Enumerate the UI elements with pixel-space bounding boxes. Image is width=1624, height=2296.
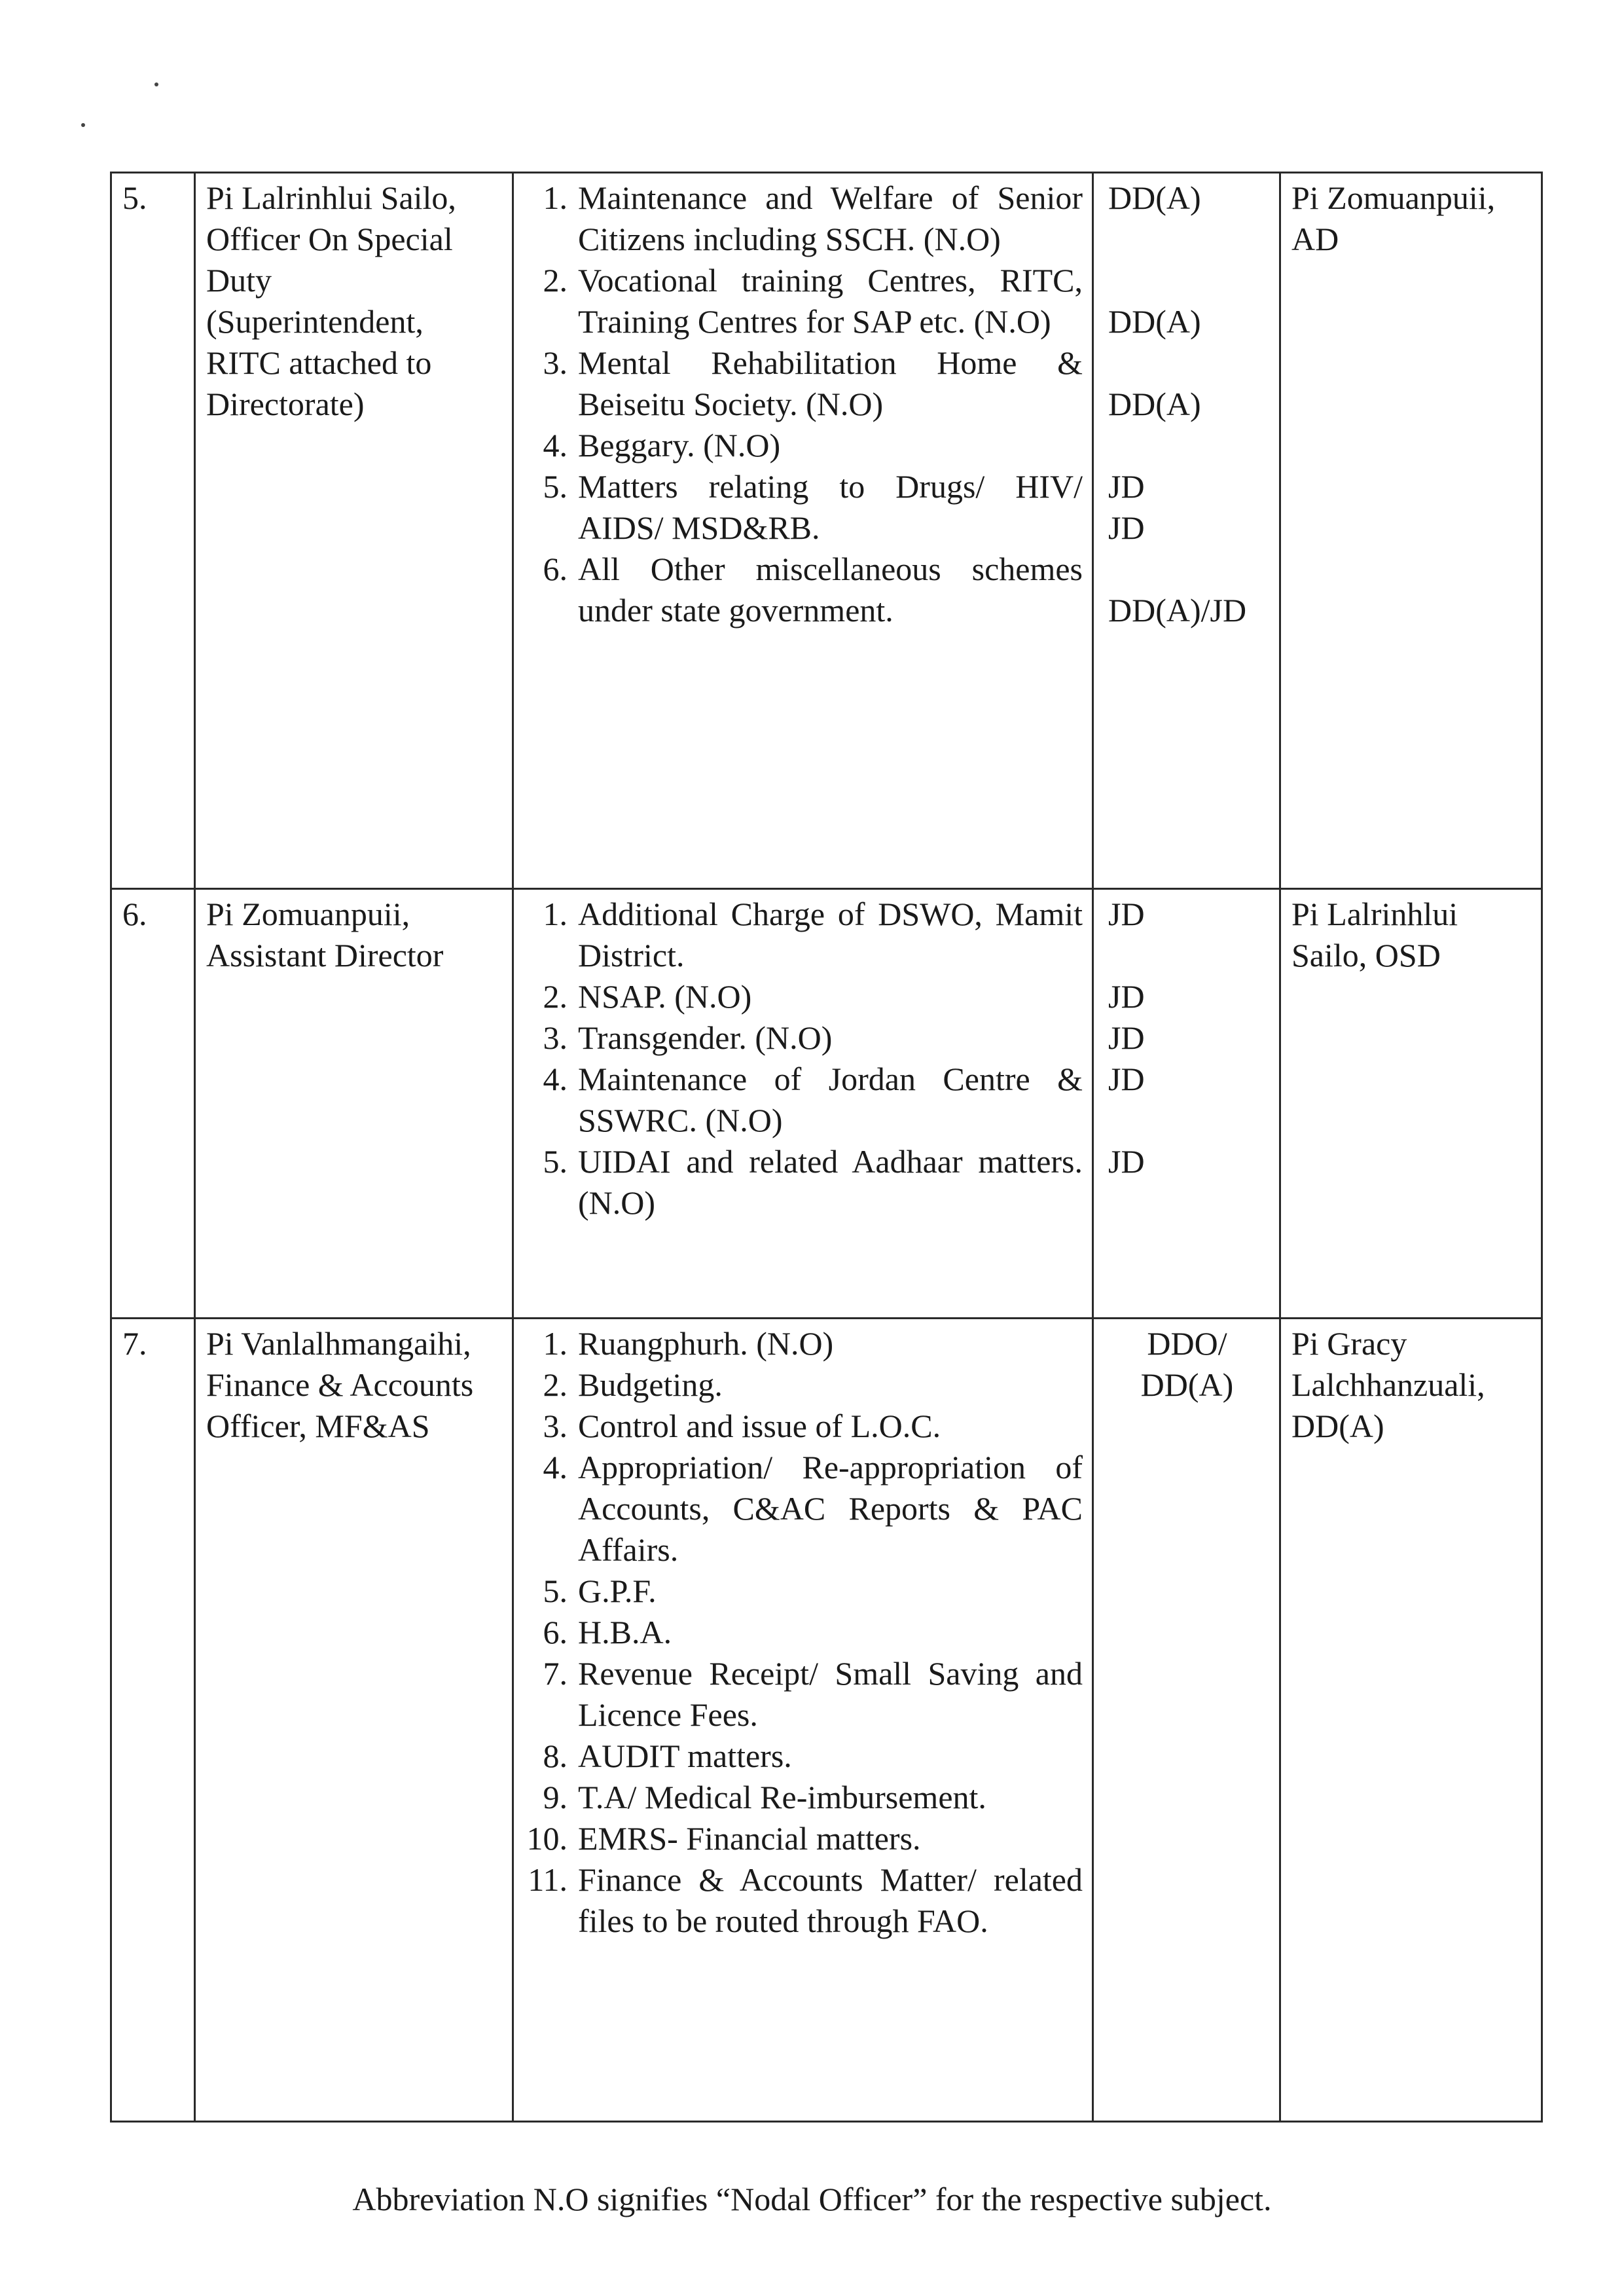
item-number: 6. (543, 551, 568, 587)
item-number: 6. (543, 1614, 568, 1650)
authority-value: JD (1108, 896, 1145, 932)
scan-speck (81, 123, 85, 127)
list-item (524, 1017, 1083, 1059)
officer-line: Pi Vanlalhmangaihi, (206, 1325, 471, 1362)
authority-cell (1093, 1319, 1280, 2122)
work-allocation-table (110, 172, 1543, 2123)
authority-line: DDO/ (1147, 1325, 1227, 1362)
list-item (524, 1447, 1083, 1571)
item-text: T.A/ Medical Re-imbursement. (578, 1779, 986, 1815)
item-number: 2. (543, 262, 568, 299)
list-item (524, 1736, 1083, 1777)
item-number: 4. (543, 1061, 568, 1097)
item-text: AUDIT matters. (578, 1738, 792, 1774)
item-text: EMRS- Financial matters. (578, 1820, 921, 1857)
item-text: Mental Rehabilitation Home & Beiseitu Society. (N.O) (578, 344, 1083, 422)
item-number: 8. (543, 1738, 568, 1774)
scan-speck (154, 82, 158, 86)
authority-cell (1093, 889, 1280, 1319)
list-item (524, 976, 1083, 1017)
authority-cell (1093, 173, 1280, 889)
item-number: 3. (543, 1408, 568, 1444)
item-number: 3. (543, 1019, 568, 1056)
list-item (524, 177, 1083, 260)
item-text: Matters relating to Drugs/ HIV/ AIDS/ MSD&RB. (578, 468, 1083, 546)
item-text: NSAP. (N.O) (578, 978, 752, 1015)
officer-line: Directorate) (206, 386, 365, 422)
item-text: Finance & Accounts Matter/ related files to be routed through FAO. (578, 1861, 1083, 1939)
item-number: 5. (543, 1573, 568, 1609)
authority-value: JD (1108, 1061, 1145, 1097)
item-text: All Other miscellaneous schemes under state government. (578, 551, 1083, 629)
list-item (524, 260, 1083, 342)
alternate-officer-cell (1280, 173, 1542, 889)
serial-number: 5. (111, 173, 195, 889)
item-number: 4. (543, 427, 568, 464)
list-item (524, 1571, 1083, 1612)
item-number: 5. (543, 1143, 568, 1180)
list-item (524, 549, 1083, 631)
alternate-line: Pi Gracy (1291, 1325, 1407, 1362)
item-number: 4. (543, 1449, 568, 1485)
list-item (524, 1818, 1083, 1859)
alternate-line: Sailo, OSD (1291, 937, 1441, 974)
authority-value: JD (1108, 1019, 1145, 1056)
item-text: Additional Charge of DSWO, Mamit District. (578, 896, 1083, 974)
subjects-cell (513, 1319, 1093, 2122)
alternate-line: Lalchhanzuali, (1291, 1366, 1485, 1403)
item-text: Control and issue of L.O.C. (578, 1408, 941, 1444)
authority-value: JD (1108, 1143, 1145, 1180)
officer-line: Finance & Accounts (206, 1366, 474, 1403)
authority-value: JD (1108, 978, 1145, 1015)
authority-value: DD(A) (1108, 179, 1201, 216)
officer-line: Pi Zomuanpuii, (206, 896, 410, 932)
list-item (524, 1364, 1083, 1406)
item-text: Beggary. (N.O) (578, 427, 781, 464)
list-item (524, 894, 1083, 976)
item-text: Budgeting. (578, 1366, 723, 1403)
alternate-line: Pi Lalrinhlui (1291, 896, 1458, 932)
subjects-cell (513, 173, 1093, 889)
officer-cell (195, 1319, 513, 2122)
item-text: Vocational training Centres, RITC, Training Centres for SAP etc. (N.O) (578, 262, 1083, 340)
authority-value: JD (1108, 468, 1145, 505)
item-number: 11. (528, 1861, 568, 1898)
item-text: Ruangphurh. (N.O) (578, 1325, 834, 1362)
item-text: Maintenance of Jordan Centre & SSWRC. (N.O) (578, 1061, 1083, 1139)
item-number: 3. (543, 344, 568, 381)
subject-list (524, 177, 1083, 631)
alternate-line: DD(A) (1291, 1408, 1384, 1444)
item-text: Maintenance and Welfare of Senior Citizens including SSCH. (N.O) (578, 179, 1083, 257)
list-item (524, 1612, 1083, 1653)
table-row (111, 1319, 1542, 2122)
item-text: UIDAI and related Aadhaar matters. (N.O) (578, 1143, 1083, 1221)
officer-line: Assistant Director (206, 937, 444, 974)
item-text: H.B.A. (578, 1614, 672, 1650)
authority-list (1104, 177, 1270, 631)
subject-list (524, 1323, 1083, 1942)
alternate-officer-cell (1280, 889, 1542, 1319)
alternate-line: AD (1291, 221, 1339, 257)
officer-line: RITC attached to (206, 344, 432, 381)
item-number: 5. (543, 468, 568, 505)
list-item (524, 1653, 1083, 1736)
list-item (524, 1406, 1083, 1447)
authority-list (1104, 894, 1270, 1182)
officer-cell (195, 173, 513, 889)
authority-value: JD (1108, 509, 1145, 546)
abbreviation-footnote: Abbreviation N.O signifies “Nodal Officer” for the respective subject. (352, 2181, 1272, 2217)
authority-line: DD(A) (1140, 1366, 1234, 1403)
officer-cell (195, 889, 513, 1319)
officer-line: Officer On Special (206, 221, 453, 257)
list-item (524, 1859, 1083, 1942)
item-number: 7. (543, 1655, 568, 1692)
list-item (524, 1141, 1083, 1224)
serial-number: 6. (111, 889, 195, 1319)
item-number: 1. (543, 1325, 568, 1362)
subjects-cell (513, 889, 1093, 1319)
table-row (111, 889, 1542, 1319)
alternate-officer-cell (1280, 1319, 1542, 2122)
item-number: 2. (543, 978, 568, 1015)
authority-value: DD(A)/JD (1108, 592, 1247, 629)
officer-line: Officer, MF&AS (206, 1408, 430, 1444)
item-text: Revenue Receipt/ Small Saving and Licence Fees. (578, 1655, 1083, 1733)
list-item (524, 1059, 1083, 1141)
list-item (524, 425, 1083, 466)
list-item (524, 1323, 1083, 1364)
serial-number: 7. (111, 1319, 195, 2122)
officer-line: Pi Lalrinhlui Sailo, (206, 179, 456, 216)
subject-list (524, 894, 1083, 1224)
officer-line: (Superintendent, (206, 303, 424, 340)
item-number: 1. (543, 179, 568, 216)
authority-value: DD(A) (1108, 386, 1201, 422)
item-number: 2. (543, 1366, 568, 1403)
authority-value: DD(A) (1108, 303, 1201, 340)
list-item (524, 342, 1083, 425)
officer-line: Duty (206, 262, 272, 299)
item-number: 10. (526, 1820, 568, 1857)
item-text: G.P.F. (578, 1573, 657, 1609)
item-number: 9. (543, 1779, 568, 1815)
alternate-line: Pi Zomuanpuii, (1291, 179, 1496, 216)
list-item (524, 1777, 1083, 1818)
table-row (111, 173, 1542, 889)
item-number: 1. (543, 896, 568, 932)
item-text: Transgender. (N.O) (578, 1019, 833, 1056)
item-text: Appropriation/ Re-appropriation of Accounts, C&AC Reports & PAC Affairs. (578, 1449, 1083, 1568)
list-item (524, 466, 1083, 549)
